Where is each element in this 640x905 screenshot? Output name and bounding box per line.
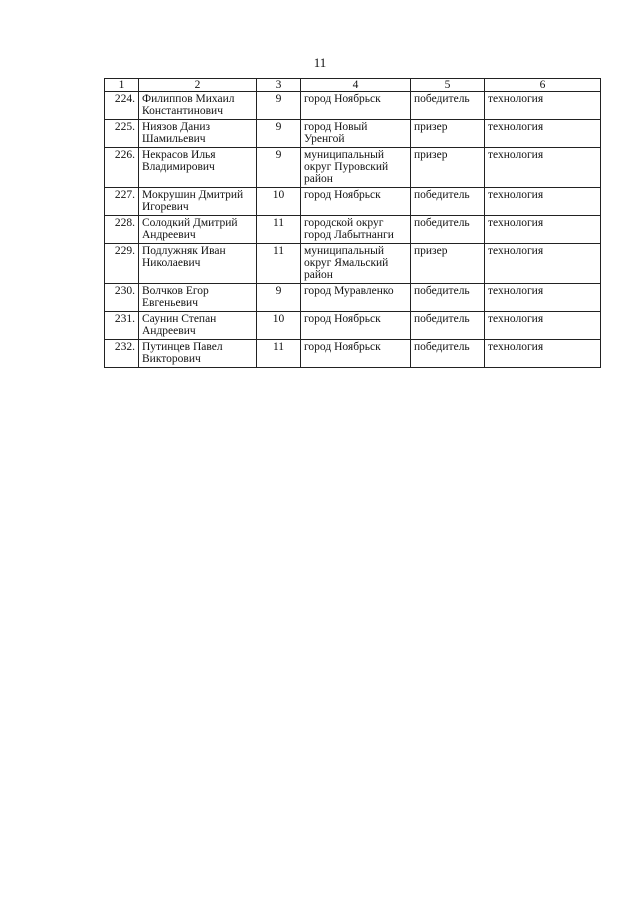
row-number: 227. bbox=[105, 188, 139, 216]
status-cell: победитель bbox=[411, 92, 485, 120]
table-row bbox=[105, 340, 601, 368]
municipality-cell: город Ноябрьск bbox=[301, 312, 411, 340]
grade-cell: 9 bbox=[257, 120, 301, 148]
table-row bbox=[105, 120, 601, 148]
municipality-cell: город Ноябрьск bbox=[301, 188, 411, 216]
subject-cell: технология bbox=[485, 312, 601, 340]
row-number: 225. bbox=[105, 120, 139, 148]
subject-cell: технология bbox=[485, 148, 601, 188]
status-cell: победитель bbox=[411, 216, 485, 244]
status-cell: победитель bbox=[411, 340, 485, 368]
participant-name: Солодкий Дмитрий Андреевич bbox=[139, 216, 257, 244]
row-number: 232. bbox=[105, 340, 139, 368]
table-row bbox=[105, 148, 601, 188]
column-header: 5 bbox=[411, 79, 485, 92]
participant-name: Мокрушин Дмитрий Игоревич bbox=[139, 188, 257, 216]
table-row bbox=[105, 284, 601, 312]
status-cell: победитель bbox=[411, 188, 485, 216]
table-header-row bbox=[105, 79, 601, 92]
municipality-cell: город Ноябрьск bbox=[301, 340, 411, 368]
row-number: 230. bbox=[105, 284, 139, 312]
participant-name: Путинцев Павел Викторович bbox=[139, 340, 257, 368]
table-row bbox=[105, 244, 601, 284]
table-row bbox=[105, 188, 601, 216]
municipality-cell: муниципальный округ Ямальский район bbox=[301, 244, 411, 284]
municipality-cell: город Новый Уренгой bbox=[301, 120, 411, 148]
municipality-cell: городской округ город Лабытнанги bbox=[301, 216, 411, 244]
column-header: 2 bbox=[139, 79, 257, 92]
subject-cell: технология bbox=[485, 92, 601, 120]
grade-cell: 10 bbox=[257, 188, 301, 216]
table-row bbox=[105, 92, 601, 120]
column-header: 6 bbox=[485, 79, 601, 92]
status-cell: победитель bbox=[411, 312, 485, 340]
column-header: 3 bbox=[257, 79, 301, 92]
subject-cell: технология bbox=[485, 244, 601, 284]
grade-cell: 9 bbox=[257, 148, 301, 188]
row-number: 228. bbox=[105, 216, 139, 244]
grade-cell: 9 bbox=[257, 92, 301, 120]
row-number: 229. bbox=[105, 244, 139, 284]
subject-cell: технология bbox=[485, 188, 601, 216]
subject-cell: технология bbox=[485, 284, 601, 312]
status-cell: победитель bbox=[411, 284, 485, 312]
grade-cell: 10 bbox=[257, 312, 301, 340]
row-number: 231. bbox=[105, 312, 139, 340]
row-number: 224. bbox=[105, 92, 139, 120]
grade-cell: 11 bbox=[257, 244, 301, 284]
grade-cell: 11 bbox=[257, 340, 301, 368]
subject-cell: технология bbox=[485, 120, 601, 148]
participant-name: Филиппов Михаил Константинович bbox=[139, 92, 257, 120]
status-cell: призер bbox=[411, 148, 485, 188]
results-table bbox=[104, 78, 601, 368]
status-cell: призер bbox=[411, 244, 485, 284]
subject-cell: технология bbox=[485, 340, 601, 368]
column-header: 4 bbox=[301, 79, 411, 92]
participant-name: Волчков Егор Евгеньевич bbox=[139, 284, 257, 312]
row-number: 226. bbox=[105, 148, 139, 188]
table-body bbox=[105, 79, 601, 368]
table-row bbox=[105, 312, 601, 340]
participant-name: Подлужняк Иван Николаевич bbox=[139, 244, 257, 284]
municipality-cell: город Ноябрьск bbox=[301, 92, 411, 120]
subject-cell: технология bbox=[485, 216, 601, 244]
table-row bbox=[105, 216, 601, 244]
municipality-cell: муниципальный округ Пуровский район bbox=[301, 148, 411, 188]
status-cell: призер bbox=[411, 120, 485, 148]
participant-name: Ниязов Даниз Шамильевич bbox=[139, 120, 257, 148]
grade-cell: 11 bbox=[257, 216, 301, 244]
column-header: 1 bbox=[105, 79, 139, 92]
grade-cell: 9 bbox=[257, 284, 301, 312]
page-number: 11 bbox=[313, 55, 327, 70]
participant-name: Саунин Степан Андреевич bbox=[139, 312, 257, 340]
participant-name: Некрасов Илья Владимирович bbox=[139, 148, 257, 188]
municipality-cell: город Муравленко bbox=[301, 284, 411, 312]
